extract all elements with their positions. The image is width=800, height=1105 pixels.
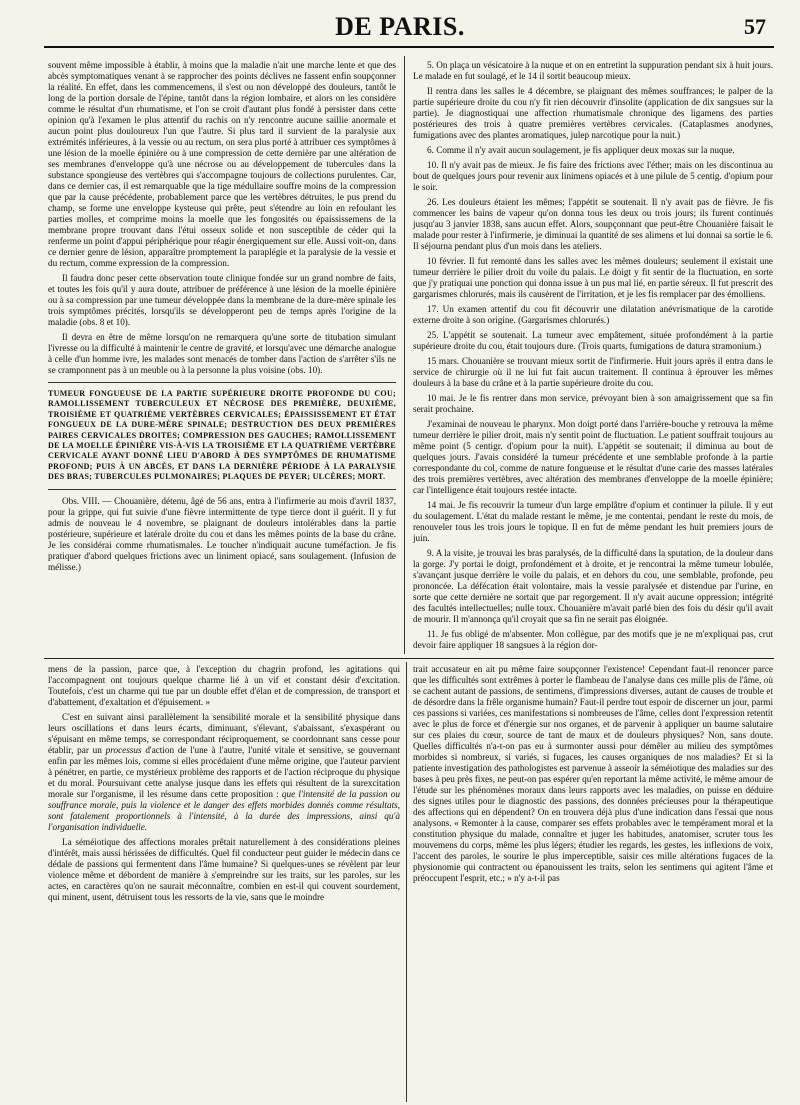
paragraph: Obs. VIII. — Chouanière, détenu, âgé de 56 ans, entra à l'infirmerie au mois d'avril 1837, pour la grippe, qui fut suivie d'une fièvre intermittente de type tierce dont il guérit. Il y fut admis de nouveau le 4 novembre, se plaignant de douleurs intolérables dans la partie postérieure, supérieure et latérale droite du cou et dans les mêmes points de la base du crâne. Je les considérai comme rhumatismales. Le toucher n'indiquait aucune tuméfaction. Je fis pratiquer d'abord quelques frictions avec un liniment opiacé, sans soulagement. (Infusion de mélisse.) <box>48 495 396 572</box>
italic-text: que l'intensité de la passion ou souffrance morale, puis la violence et le danger des effets morbides donnés comme résultats, sont fatalement proportionnels à l'intensité, à la durée des impressions, ainsi qu'à l'organisation individuelle. <box>48 789 400 832</box>
paragraph: 10. Il n'y avait pas de mieux. Je fis faire des frictions avec l'éther; mais on les discontinua au bout de quelques jours pour revenir aux linimens opiacés et à une pilule de 5 centig. d'opium pour le soir. <box>413 160 773 192</box>
paragraph: 25. L'appétit se soutenait. La tumeur avec empâtement, située profondément à la partie supérieure droite du cou, était toujours dure. (Trois quarts, fumigations de datura stramonium.) <box>413 330 773 351</box>
paragraph: Il devra en être de même lorsqu'on ne remarquera qu'une sorte de titubation simulant l'ivresse ou la difficulté à maintenir le centre de gravité, et lorsqu'avec une démarche analogue à celle d'un homme ivre, les malades sont menacés de tomber dans l'action de s'arrêter s'ils ne se cramponnent pas à un meuble ou à la personne la plus voisine (obs. 10). <box>48 332 396 375</box>
text-run: C'est en suivant ainsi parallèlement la sensibilité morale et la sensibilité physique dans leurs oscillations et dans leurs écarts, diminuant, s'élevant, s'abaissant, s'exaspérant ou s'épuisant en même temps, se correspondant réciproquement, se coordonnant sans cesse pour établir, par un <box>48 712 400 755</box>
paragraph: Il rentra dans les salles le 4 décembre, se plaignant des mêmes souffrances; le palper de la partie supérieure droite du cou n'y fit rien découvrir d'insolite (application de dix sangsues sur la partie). Je diagnostiquai une affection rhumatismale chronique des ligamens des parties postérieures des trois à quatre premières vertèbres cervicales. (Cataplasmes anodynes, fumigations avec des plantes aromatiques, julep narcotique pour la nuit.) <box>413 86 773 140</box>
case-summary: TUMEUR FONGUEUSE DE LA PARTIE SUPÉRIEURE DROITE PROFONDE DU COU; RAMOLLISSEMENT TUBERCULEUX ET NÉCROSE DES PREMIÈRE, DEUXIÈME, TROISIÈME ET QUATRIÈME VERTÈBRES CERVICALES; ÉPAISSISSEMENT ET ÉTAT FONGUEUX DE LA DURE-MÈRE SPINALE; DESTRUCTION DES DEUX PREMIÈRES PAIRES CERVICALES DROITES; COMPRESSION DES GAUCHES; RAMOLLISSEMENT DE LA MOELLE ÉPINIÈRE VIS-À-VIS LA TROISIÈME ET LA QUATRIÈME VERTÈBRE CERVICALE AYANT DONNÉ LIEU D'ABORD À DES SYMPTÔMES DE RHUMATISME PROFOND; PUIS À UN ABCÈS, ET DANS LA DERNIÈRE PÉRIODE À LA PARALYSIE DES BRAS; TUBERCULES PULMONAIRES; PLAQUES DE PEYER; ULCÈRES; MORT. <box>48 389 396 482</box>
header-rule <box>44 46 774 48</box>
column-divider <box>406 662 407 1102</box>
paragraph: 26. Les douleurs étaient les mêmes; l'appétit se soutenait. Il n'y avait pas de fièvre. Je fis commencer les bains de vapeur qu'on donna tous les deux ou trois jours; ils furent continués jusqu'au 3 janvier 1838, sans aucun effet. Alors, soupçonnant que peut-être Chouanière faisait le malade pour rester à l'infirmerie, je diminuai la quantité de ses alimens et lui donnai sa sortie le 6. Il séjourna pendant plus d'un mois dans les ateliers. <box>413 197 773 251</box>
italic-text: processus <box>105 745 142 755</box>
paragraph: 17. Un examen attentif du cou fit découvrir une dilatation anévrismatique de la carotide externe droite à son origine. (Gargarismes chlorurés.) <box>413 304 773 325</box>
left-column <box>48 60 396 577</box>
text-run: d'action de l'une à l'autre, l'unité vitale et sensitive, se gouvernant enfin par les mêmes lois, comme si elles procédaient d'une même origine, que l'auteur parvient à pénétrer, en partie, ce mystérieux problème des rapports et de l'action réciproque du physique et du moral. Poursuivant cette analyse jusque dans les effets qui résultent de la surexcitation morale sur l'organisme, il les résume dans cette proposition : <box>48 745 400 799</box>
paragraph: souvent même impossible à établir, à moins que la maladie n'ait une marche lente et que des abcès symptomatiques venant à se rapprocher des points déclives ne fassent enfin soupçonner la réalité. En effet, dans les commencemens, il s'est ou non développé des douleurs, tantôt le long de la portion dorsale de l'épine, tantôt dans la région lombaire, et alors on les considère comme le résultat d'un rhumatisme, et l'on se croit d'autant plus fondé à persister dans cette opinion qu'à l'examen le plus attentif du rachis on n'y rencontre aucune saillie anormale et aucun point plus douloureux l'un que l'autre. Si plus tard il survient de la paralysie aux extrémités inférieures, à la vessie ou au rectum, on sera plus porté à attribuer ces symptômes à une lésion de la moelle épinière ou à une compression de cette dernière par une altération de ses membranes d'enveloppe qu'à une nécrose ou au développement de tubercules dans la substance spongieuse des vertèbres qui s'accompagne toujours de collections purulentes. Car, dans ce dernier cas, il est remarquable que la tige médullaire souffre moins de la compression que par la cause précédente, probablement parce que les vertèbres détruites, le pus prend du champ, se forme une enveloppe kysteuse qui prête, peut s'étendre au loin en refoulant les parties molles, et comprime moins la moelle que les fongosités ou épaississemens de la membrane propre trouvant dans l'étui osseux solide et non susceptible de céder qui la renferme un point d'appui périphérique pour réagir énergiquement sur elle. Aussi voit-on, dans ce dernier genre de lésion, apparaître promptement la paraplégie et la paralysie de la vessie et du rectum, comme expression de la compression. <box>48 60 396 268</box>
paragraph: La séméiotique des affections morales prêtait naturellement à des considérations pleines d'intérêt, mais aussi hérissées de difficultés. Quel fil conducteur peut guider le médecin dans ce dédale de passions qui fermentent dans l'âme humaine? Si quelques-unes se révèlent par leur violence même et débordent de manière à s'empreindre sur les traits, sur les paroles, sur les actes, en caractères qu'on ne saurait méconnaître, combien en est-il qui couvent sourdement, qui minent, usent, détruisent tous les ressorts de la vie, sans que le moindre <box>48 837 400 902</box>
right-column <box>413 60 773 655</box>
paragraph: 9. A la visite, je trouvai les bras paralysés, de la difficulté dans la sputation, de la douleur dans la gorge. J'y portai le doigt, profondément et à droite, et je rencontrai la même tumeur lobulée, s'avançant jusque derrière le voile du palais, et en dehors du cou, une semblable, profonde, peu prononcée. La défécation était volontaire, mais la vessie paralysée et distendue par l'urine, en sorte que cette dernière ne sortait que par regorgement. Il n'y avait aucune oppression; intégrité des facultés intellectuelles; nulle toux. Chouanière m'avait parlé bien des fois du désir qu'il avait de mourir. Il m'annonça qu'il croyait que sa fin ne serait pas éloignée. <box>413 548 773 624</box>
paragraph: 11. Je fus obligé de m'absenter. Mon collègue, par des motifs que je ne m'expliquai pas, crut devoir faire appliquer 18 sangsues à la région dor- <box>413 629 773 650</box>
column-divider <box>404 56 405 654</box>
paragraph: 10 mai. Je le fis rentrer dans mon service, prévoyant bien à son amaigrissement que sa fin serait prochaine. <box>413 393 773 414</box>
divider <box>48 489 396 490</box>
feuilleton-right-column <box>413 664 773 888</box>
paragraph: 10 février. Il fut remonté dans les salles avec les mêmes douleurs; seulement il existait une tumeur derrière le pilier droit du voile du palais. Le doigt y fit sentir de la fluctuation, en sorte que j'y pratiquai une ponction qui donna issue à un pus mal lié, en partie séreux. Il fut prescrit des gargarismes chlorurés, mais ils causèrent de l'irritation, et je les fis remplacer par des émolliens. <box>413 256 773 299</box>
paragraph: trait accusateur en ait pu même faire soupçonner l'existence! Cependant faut-il renoncer parce que les difficultés sont extrêmes à porter le flambeau de l'analyse dans ces mille plis de l'âme, où se cachent autant de passions, de sentimens, d'impressions diverses, autant de causes de trouble et de désordre dans la frêle organisme humain? Faut-il perdre tout espoir de discerner un jour, parmi ces passions si variées, ces manifestations si nombreuses de l'âme, celles dont l'expression retentit avec le plus de force et d'énergie sur nos organes, et de parvenir à appliquer un baume salutaire sur ces plaies du cœur, source de tant de maux et de douleurs physiques? Non, sans doute. Quelles difficultés n'a-t-on pas eu à surmonter aussi pour démêler au milieu des symptômes morbides si nombreux, si variés, si fugaces, les causes organiques de nos maladies? Et si la patiente investigation des pathologistes est parvenue à asseoir la séméiotique des maladies sur des bases à peu près fixes, ne peut-on pas espérer qu'en reportant la même activité, le même amour de l'étude sur les phénomènes moraux dans leurs rapports avec les maladies, on puisse en déduire des signes utiles pour le diagnostic des passions, des données précieuses pour la thérapeutique des affections qui en dépendent? On en trouvera déjà plus d'une indication dans l'essai que nous analysons. « Remonter à la cause, comparer ses effets probables avec le tempérament moral et la constitution physique du malade, connaître et juger les habitudes, anatomiser, scruter tous les mouvemens du corps, même les plus légers; étudier les regards, les gestes, les inflexions de voix, l'accent des paroles, le sourire le plus imperceptible, saisir ces mille altérations fugaces de la physionomie qui contractent ou épanouissent les traits, selon les sentimens qui agitent l'âme et préoccupent l'esprit, etc.; » n'y a-t-il pas <box>413 664 773 883</box>
paragraph: 6. Comme il n'y avait aucun soulagement, je fis appliquer deux moxas sur la nuque. <box>427 145 735 155</box>
page-title: DE PARIS. <box>335 12 465 41</box>
page-number: 57 <box>744 14 766 39</box>
paragraph: J'examinai de nouveau le pharynx. Mon doigt porté dans l'arrière-bouche y retrouva la même tumeur derrière le pilier droit, mais n'y sentit point de fluctuation. Le patient souffrait toujours au même point (5 centigr. d'opium pour la nuit). L'appétit se soutenait; il diminua au bout de quelques jours. J'avais considéré la tumeur précédente et une semblable profonde à la partie correspondante du col, comme de nature fongueuse et le résultat d'une carie des masses latérales des trois premières vertèbres, avec altération des membranes d'enveloppe de la moelle épinière; car l'intelligence était toujours restée intacte. <box>413 419 773 495</box>
paragraph: mens de la passion, parce que, à l'exception du chagrin profond, les agitations qui l'accompagnent ont toujours quelque charme lié à un vif et constant désir d'excitation. Toutefois, c'est un charme qui tue par un double effet d'élan et de compression, de transport et d'abattement, d'exaltation et d'épuisement. » <box>48 664 400 707</box>
paragraph: Il faudra donc peser cette observation toute clinique fondée sur un grand nombre de faits, et toutes les fois qu'il y aura doute, attribuer de préférence à une lésion de la moelle épinière ou à sa compression par une tumeur développée dans la membrane de la dure-mère spinale les trois symptômes précités, lorsqu'ils se développeront peu de temps après l'origine de la maladie (obs. 8 et 10). <box>48 273 396 327</box>
feuilleton-left-column <box>48 664 400 907</box>
feuilleton-rule <box>44 658 774 659</box>
paragraph: 14 mai. Je fis recouvrir la tumeur d'un large emplâtre d'opium et continuer la pilule. Il y eut du soulagement. L'état du malade restant le même, je me contentai, pendant le reste du mois, de renouveler tous les trois jours le topique. Il en fut de même pendant les huit premiers jours de juin. <box>413 500 773 543</box>
divider <box>48 382 396 383</box>
paragraph <box>48 712 400 833</box>
paragraph: 15 mars. Chouanière se trouvant mieux sortit de l'infirmerie. Huit jours après il entra dans le service de chirurgie où il ne lui fut fait aucun traitement. Il continua à éprouver les mêmes douleurs à la base du crâne et à la partie supérieure droite du cou. <box>413 356 773 388</box>
paragraph: 5. On plaça un vésicatoire à la nuque et on en entretint la suppuration pendant six à huit jours. Le malade en fut soulagé, et le 14 il sortit beaucoup mieux. <box>413 60 773 81</box>
